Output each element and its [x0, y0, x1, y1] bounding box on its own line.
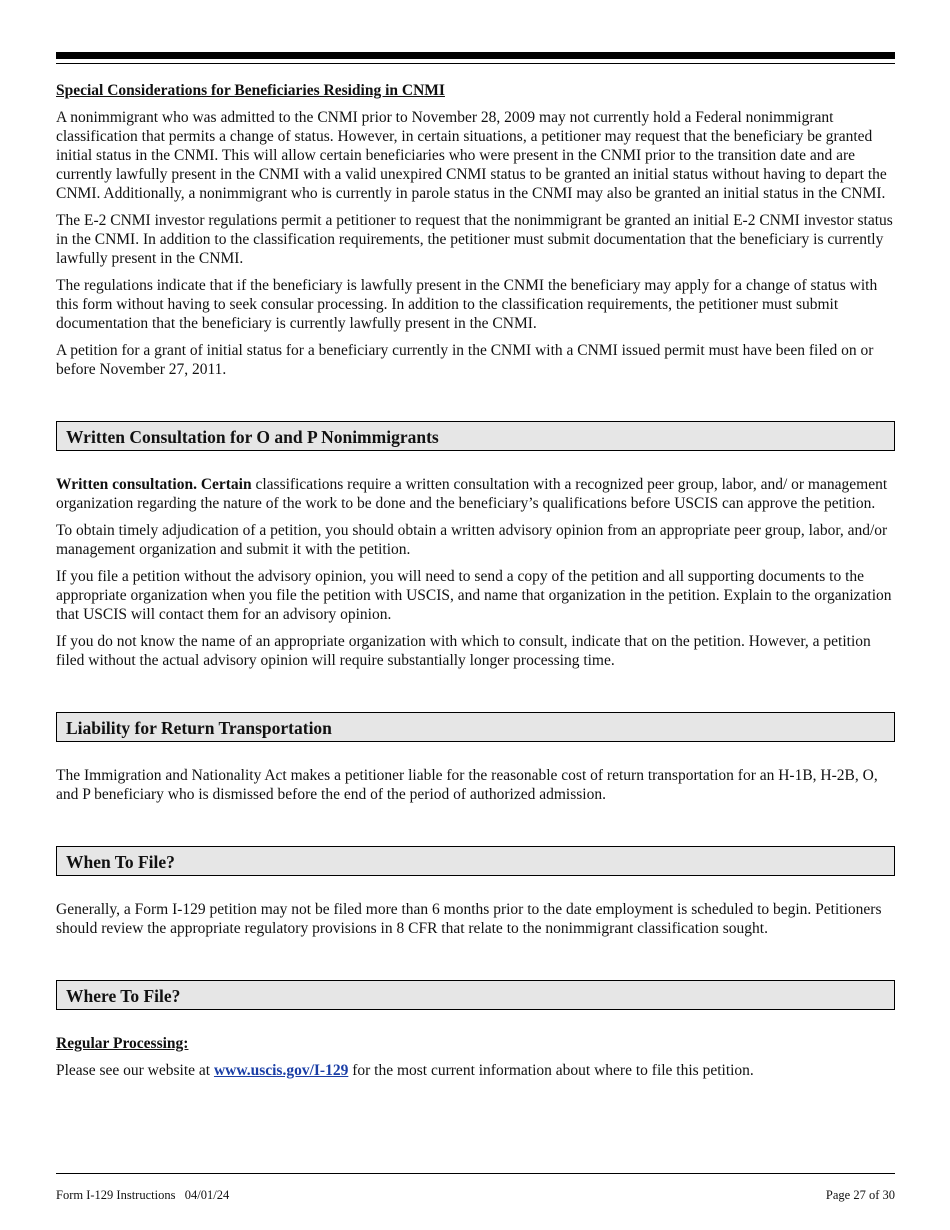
- cnmi-paragraph-1: A nonimmigrant who was admitted to the CNMI prior to November 28, 2009 may not currently hold a Federal nonimmigrant classification that permits a change of status. However, in certain situations, a petitioner may request that the beneficiary be granted initial status in the CNMI. This will allow certain beneficiaries who were present in the CNMI prior to the transition date and are currently lawfully present in the CNMI with a valid unexpired CNMI status to be granted an initial status without having to depart the CNMI. Additionally, a nonimmigrant who is currently in parole status in the CNMI may also be granted an initial status in the CNMI.: [56, 109, 887, 202]
- section-title-consultation: Written Consultation for O and P Nonimmigrants: [56, 421, 895, 451]
- where-paragraph-1: [56, 1061, 895, 1080]
- liability-paragraph-1: The Immigration and Nationality Act makes a petitioner liable for the reasonable cost of return transportation for an H-1B, H-2B, O, and P beneficiary who is dismissed before the end of the period of authorized admission.: [56, 767, 878, 803]
- section-title-liability: Liability for Return Transportation: [56, 712, 895, 742]
- footer-rule: [56, 1173, 895, 1174]
- top-thin-rule: [56, 63, 895, 64]
- section-title-when-to-file: When To File?: [56, 846, 895, 876]
- page-footer: [56, 1186, 895, 1205]
- footer-page-number: Page 27 of 30: [825, 1188, 895, 1202]
- page-content: [56, 81, 895, 1088]
- cnmi-paragraph-4: A petition for a grant of initial status for a beneficiary currently in the CNMI with a CNMI issued permit must have been filed on or before November 27, 2011.: [56, 342, 874, 378]
- consultation-paragraph-3: If you file a petition without the advisory opinion, you will need to send a copy of the petition and all supporting documents to the appropriate organization when you file the petition with USCIS, and name that organization in the petition. Explain to the organization that USCIS will contact them for an advisory opinion.: [56, 568, 892, 623]
- cnmi-paragraph-3: The regulations indicate that if the beneficiary is lawfully present in the CNMI the beneficiary may apply for a change of status with this form without having to seek consular processing. In addition to the classification requirements, the petitioner must submit documentation that the beneficiary is currently lawfully present in the CNMI.: [56, 277, 878, 332]
- where-text-before: Please see our website at: [56, 1062, 214, 1079]
- consultation-paragraph-1: [56, 475, 895, 513]
- cnmi-paragraph-2: The E-2 CNMI investor regulations permit a petitioner to request that the nonimmigrant be granted an initial E-2 CNMI investor status in the CNMI. In addition to the classification requirements, the petitioner must submit documentation that the beneficiary is currently lawfully present in the CNMI.: [56, 212, 893, 267]
- uscis-i129-link[interactable]: www.uscis.gov/I-129: [213, 1062, 349, 1079]
- regular-processing-heading: Regular Processing:: [56, 1035, 189, 1052]
- consultation-paragraph-4: If you do not know the name of an appropriate organization with which to consult, indicate that on the petition. However, a petition filed without the actual advisory opinion will require substantially longer processing time.: [56, 633, 871, 669]
- consultation-lead: Written consultation. Certain: [56, 476, 252, 493]
- section-title-where-to-file: Where To File?: [56, 980, 895, 1010]
- consultation-p1-text: classifications require a written consultation with a recognized peer group, labor, and/ or management organization regarding the nature of the work to be done and the beneficiary’s qualifications before USCIS can approve the petition.: [56, 476, 888, 512]
- cnmi-heading: Special Considerations for Beneficiaries Residing in CNMI: [56, 82, 445, 99]
- footer-form-label: Form I-129 Instructions 04/01/24: [56, 1188, 230, 1202]
- when-paragraph-1: Generally, a Form I-129 petition may not be filed more than 6 months prior to the date employment is scheduled to begin. Petitioners should review the appropriate regulatory provisions in 8 CFR that relate to the nonimmigrant classification sought.: [56, 901, 882, 937]
- top-thick-rule: [56, 52, 895, 59]
- consultation-paragraph-2: To obtain timely adjudication of a petition, you should obtain a written advisory opinion from an appropriate peer group, labor, and/or management organization and submit it with the petition.: [56, 522, 888, 558]
- where-text-after: for the most current information about where to file this petition.: [348, 1062, 754, 1079]
